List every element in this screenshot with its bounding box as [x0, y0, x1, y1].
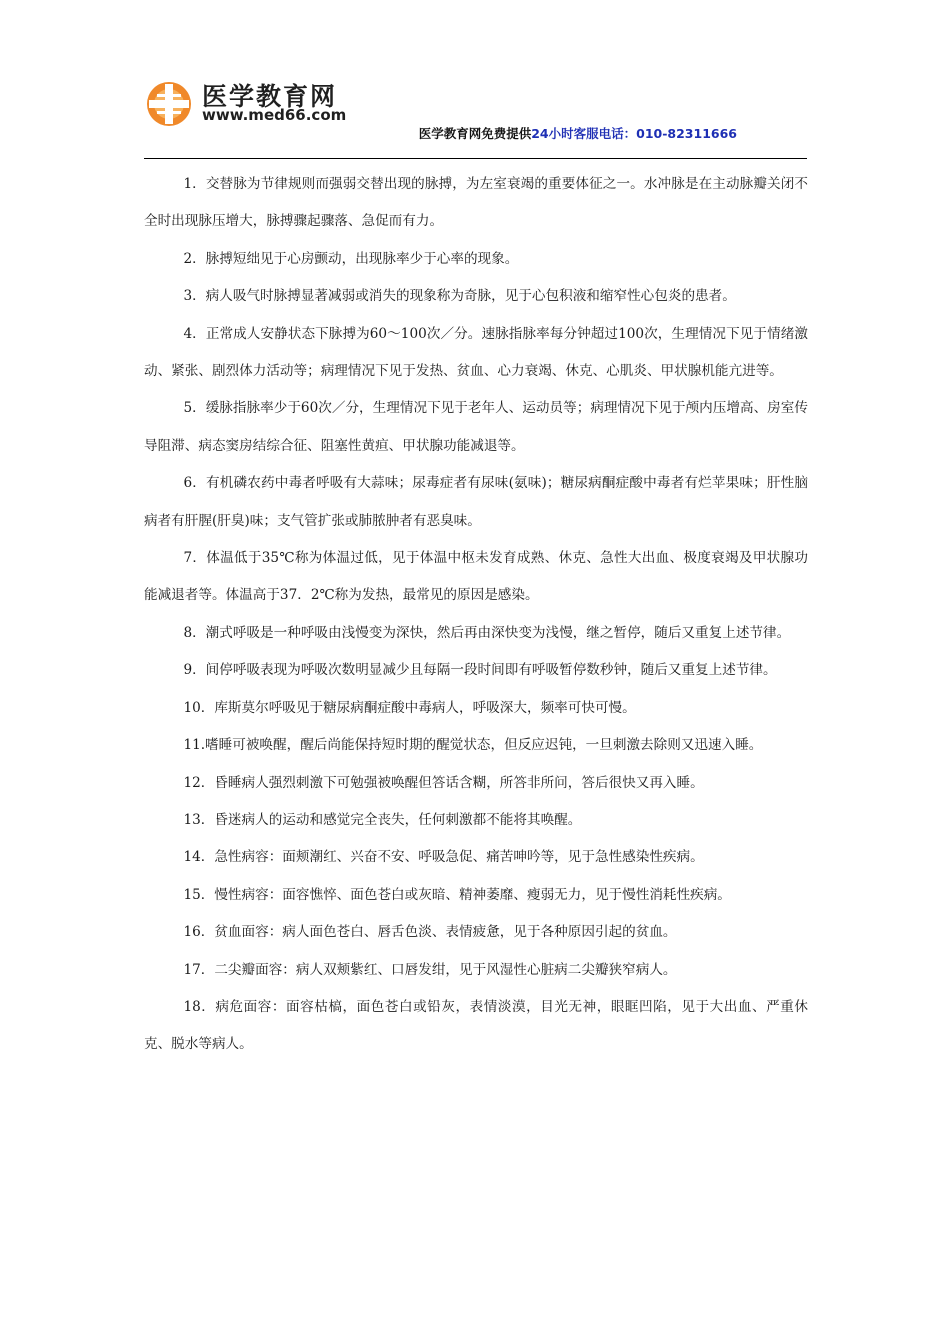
paragraph-16: 16．贫血面容：病人面色苍白、唇舌色淡、表情疲惫，见于各种原因引起的贫血。 [183, 924, 677, 941]
paragraph-12: 12．昏睡病人强烈刺激下可勉强被唤醒但答话含糊，所答非所问，答后很快又再入睡。 [183, 774, 704, 791]
paragraph-4: 4．正常成人安静状态下脉搏为60～100次／分。速脉指脉率每分钟超过100次，生理情况下见于情绪激动、紧张、剧烈体力活动等；病理情况下见于发热、贫血、心力衰竭、休克、心肌炎、甲状腺机能亢进等。 [144, 325, 808, 380]
site-logo[interactable] [144, 74, 364, 130]
paragraph-8: 8．潮式呼吸是一种呼吸由浅慢变为深快，然后再由深快变为浅慢，继之暂停，随后又重复上述节律。 [183, 624, 791, 641]
paragraph-14: 14．急性病容：面颊潮红、兴奋不安、呼吸急促、痛苦呻吟等，见于急性感染性疾病。 [183, 849, 704, 866]
page-header [144, 74, 807, 160]
document-body [144, 166, 808, 1064]
paragraph-17: 17．二尖瓣面容：病人双颊紫红、口唇发绀，见于风湿性心脏病二尖瓣狭窄病人。 [183, 961, 677, 978]
paragraph-15: 15．慢性病容：面容憔悴、面色苍白或灰暗、精神萎靡、瘦弱无力，见于慢性消耗性疾病。 [183, 886, 731, 903]
paragraph-3: 3．病人吸气时脉搏显著减弱或消失的现象称为奇脉，见于心包积液和缩窄性心包炎的患者。 [183, 288, 736, 305]
paragraph-5: 5．缓脉指脉率少于60次／分，生理情况下见于老年人、运动员等；病理情况下见于颅内压增高、房室传导阻滞、病态窦房结综合征、阻塞性黄疸、甲状腺功能减退等。 [144, 400, 808, 454]
paragraph-9: 9．间停呼吸表现为呼吸次数明显减少且每隔一段时间即有呼吸暂停数秒钟，随后又重复上述节律。 [183, 662, 777, 679]
paragraph-1: 1．交替脉为节律规则而强弱交替出现的脉搏，为左室衰竭的重要体征之一。水冲脉是在主动脉瓣关闭不全时出现脉压增大，脉搏骤起骤落、急促而有力。 [144, 176, 808, 230]
logo-title: 医学教育网 [202, 82, 338, 111]
logo-url[interactable]: www.med66.com [202, 106, 347, 124]
paragraph-7: 7．体温低于35℃称为体温过低，见于体温中枢未发育成熟、休克、急性大出血、极度衰竭及甲状腺功能减退者等。体温高于37．2℃称为发热，最常见的原因是感染。 [144, 550, 808, 604]
paragraph-6: 6．有机磷农药中毒者呼吸有大蒜味；尿毒症者有尿味(氨味)；糖尿病酮症酸中毒者有烂苹果味；肝性脑病者有肝腥(肝臭)味；支气管扩张或肺脓肿者有恶臭味。 [144, 475, 808, 529]
paragraph-11: 11.嗜睡可被唤醒，醒后尚能保持短时期的醒觉状态，但反应迟钝，一旦刺激去除则又迅速入睡。 [183, 737, 763, 754]
paragraph-18: 18．病危面容：面容枯槁，面色苍白或铅灰，表情淡漠，目光无神，眼眶凹陷，见于大出血、严重休克、脱水等病人。 [144, 998, 808, 1053]
paragraph-2: 2．脉搏短绌见于心房颤动，出现脉率少于心率的现象。 [183, 250, 519, 267]
service-phone: 24小时客服电话：010-82311666 [531, 126, 737, 141]
medical-cross-logo-icon [145, 80, 193, 128]
paragraph-13: 13．昏迷病人的运动和感觉完全丧失，任何刺激都不能将其唤醒。 [183, 811, 582, 828]
service-hotline [419, 124, 737, 142]
header-divider [144, 158, 807, 159]
service-prefix: 医学教育网免费提供 [418, 126, 532, 141]
paragraph-10: 10．库斯莫尔呼吸见于糖尿病酮症酸中毒病人，呼吸深大，频率可快可慢。 [183, 699, 636, 716]
